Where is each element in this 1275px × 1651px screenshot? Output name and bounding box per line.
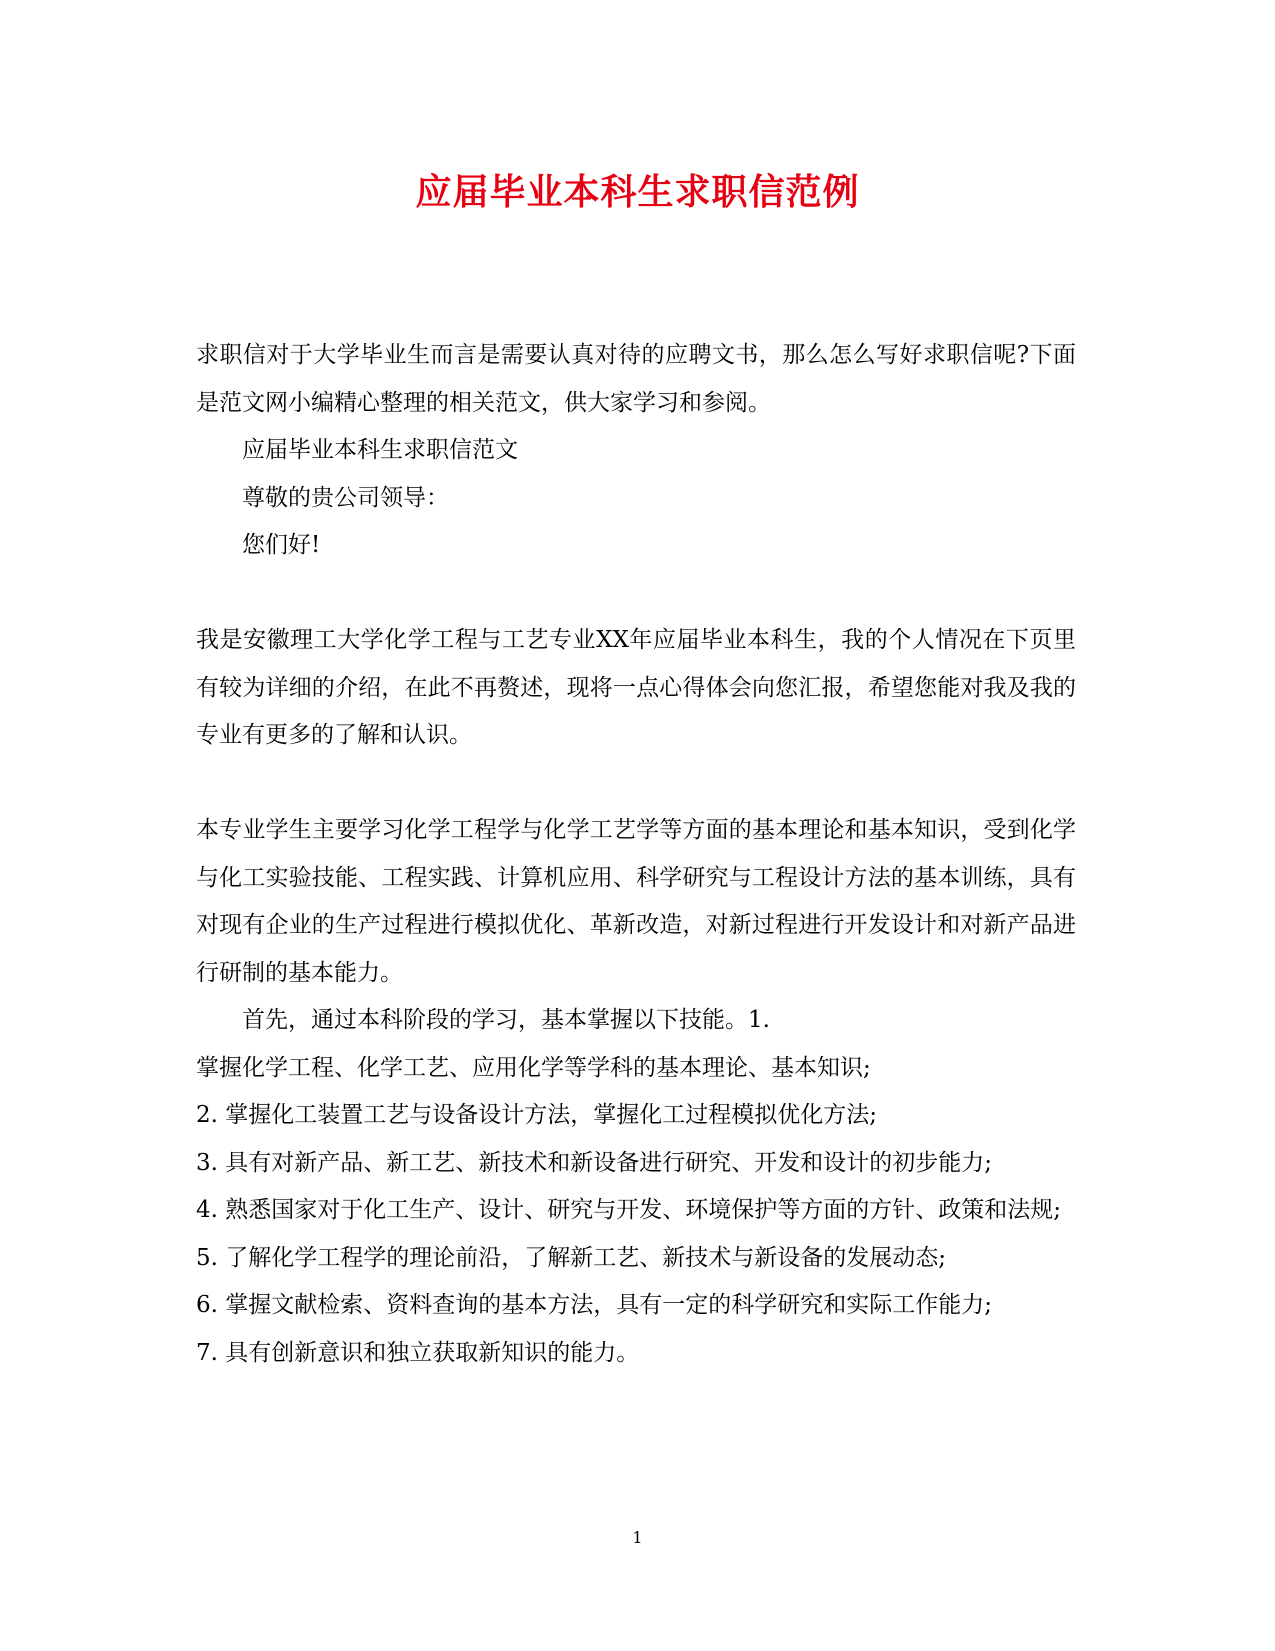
letter-subtitle: 应届毕业本科生求职信范文 <box>242 437 518 463</box>
document-body <box>196 332 1076 1377</box>
page-number: 1 <box>632 1528 643 1547</box>
blank-line <box>196 760 1076 808</box>
skill-item: 6. 掌握文献检索、资料查询的基本方法，具有一定的科学研究和实际工作能力; <box>196 1292 993 1318</box>
skill-item: 4. 熟悉国家对于化工生产、设计、研究与开发、环境保护等方面的方针、政策和法规; <box>196 1197 1062 1223</box>
skill-item: 7. 具有创新意识和独立获取新知识的能力。 <box>196 1339 640 1366</box>
skills-intro: 首先，通过本科阶段的学习，基本掌握以下技能。1. <box>242 1007 770 1033</box>
document-title: 应届毕业本科生求职信范例 <box>415 171 860 213</box>
major-description-paragraph: 本专业学生主要学习化学工程学与化学工艺学等方面的基本理论和基本知识，受到化学与化工实验技能、工程实践、计算机应用、科学研究与工程设计方法的基本训练，具有对现有企业的生产过程进行模拟优化、革新改造，对新过程进行开发设计和对新产品进行研制的基本能力。 <box>196 817 1076 986</box>
skill-item: 3. 具有对新产品、新工艺、新技术和新设备进行研究、开发和设计的初步能力; <box>196 1149 993 1176</box>
salutation: 尊敬的贵公司领导： <box>242 484 449 511</box>
skill-item: 5. 了解化学工程学的理论前沿，了解新工艺、新技术与新设备的发展动态; <box>196 1244 947 1271</box>
self-introduction-paragraph: 我是安徽理工大学化学工程与工艺专业XX年应届毕业本科生，我的个人情况在下页里有较为详细的介绍，在此不再赘述，现将一点心得体会向您汇报，希望您能对我及我的专业有更多的了解和认识。 <box>196 627 1076 748</box>
skill-item: 掌握化学工程、化学工艺、应用化学等学科的基本理论、基本知识; <box>196 1054 871 1081</box>
skill-item: 2. 掌握化工装置工艺与设备设计方法，掌握化工过程模拟优化方法; <box>196 1102 878 1128</box>
intro-paragraph: 求职信对于大学毕业生而言是需要认真对待的应聘文书，那么怎么写好求职信呢?下面是范文网小编精心整理的相关范文，供大家学习和参阅。 <box>196 342 1076 416</box>
greeting: 您们好! <box>242 532 321 558</box>
blank-line <box>196 570 1076 618</box>
